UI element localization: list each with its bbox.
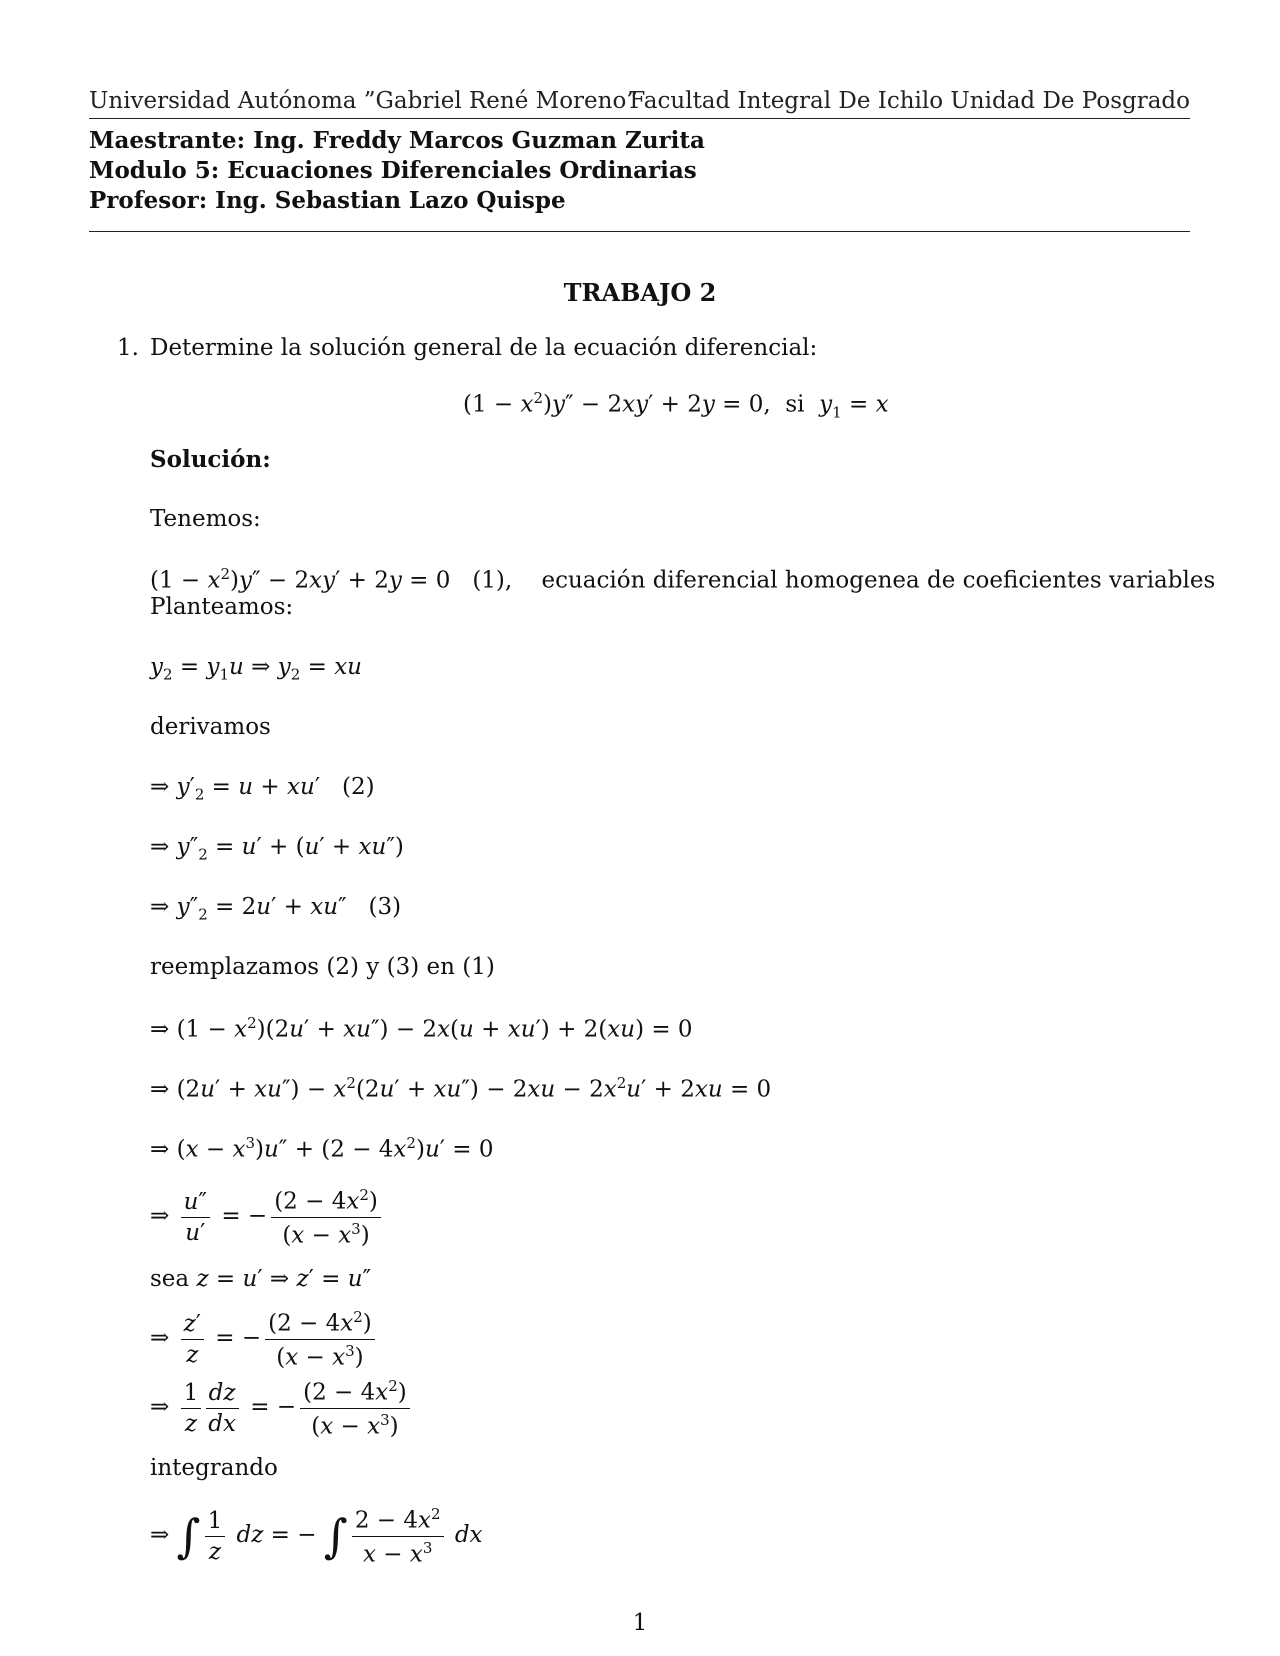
tenemos-label: Tenemos: [150,506,261,532]
equation-1: $(1 - x^2)y'' - 2xy' + 2y = 0$ (1), ecuación diferencial homogenea de coeficientes variables [150,565,1216,594]
step-ratio-u: ⇒ $\frac{u''}{u'}$ = − $\frac{(2 - 4x^2)}{(x - x^3)}$ [150,1186,385,1248]
second-derivative-line: ⇒ $y''_2 = u' + (u' + xu'')$ [150,834,404,864]
step-separable: ⇒ $\frac{1}{z}$ $\frac{dz}{dx}$ = − $\frac{(2 - 4x^2)}{(x - x^3)}$ [150,1377,414,1439]
integrando-label: integrando [150,1455,278,1481]
step-replace-2: ⇒ $(2u' + xu'') - x^2(2u' + xu'') - 2xu - 2x^2u' + 2xu = 0$ [150,1074,772,1103]
page-title: TRABAJO 2 [563,278,717,307]
derivamos-label: derivamos [150,714,271,740]
derivative-eq-2: ⇒ $y'_2 = u + xu'$ (2) [150,774,375,804]
step-replace-3: ⇒ $(x - x^3)u'' + (2 - 4x^2)u' = 0$ [150,1134,494,1163]
step-integral: ⇒ ∫ $\frac{1}{z}$ dz = − ∫ $\frac{2 - 4x^2}{x - x^3}$ dx [150,1505,483,1568]
page-number: 1 [632,1610,648,1636]
header-rule-top [89,118,1190,119]
derivative-eq-3: ⇒ $y''_2 = 2u' + xu''$ (3) [150,894,402,924]
professor-line: Profesor: Ing. Sebastian Lazo Quispe [89,187,566,214]
problem-equation: $(1 - x^2)y'' - 2xy' + 2y = 0$, si $y_1 = x$ [463,389,889,422]
reemplazamos-label: reemplazamos (2) y (3) en (1) [150,954,495,980]
step-ratio-z: ⇒ $\frac{z'}{z}$ = − $\frac{(2 - 4x^2)}{(x - x^3)}$ [150,1308,379,1370]
sea-line: sea z = u′ ⇒ z′ = u″ [150,1266,372,1292]
university-name: Universidad Autónoma ”Gabriel René Moreno” [89,88,639,114]
faculty-name: Facultad Integral De Ichilo Unidad De Posgrado [629,88,1190,114]
problem-statement: Determine la solución general de la ecuación diferencial: [150,335,818,361]
solucion-heading: Solución: [150,446,271,473]
step-replace-1: ⇒ $(1 - x^2)(2u' + xu'') - 2x(u + xu') + 2(xu) = 0$ [150,1014,693,1043]
equation-1-description: ecuación diferencial homogenea de coeficientes variables [541,567,1216,594]
sea-label: sea [150,1266,190,1292]
header-rule-bottom [89,231,1190,232]
problem-number: 1. [117,335,139,361]
module-line: Modulo 5: Ecuaciones Diferenciales Ordinarias [89,157,697,184]
substitution-line: $y_2 = y_1u$ ⇒ $y_2$ = xu [150,654,362,684]
planteamos-label: Planteamos: [150,594,294,620]
student-line: Maestrante: Ing. Freddy Marcos Guzman Zurita [89,127,705,154]
